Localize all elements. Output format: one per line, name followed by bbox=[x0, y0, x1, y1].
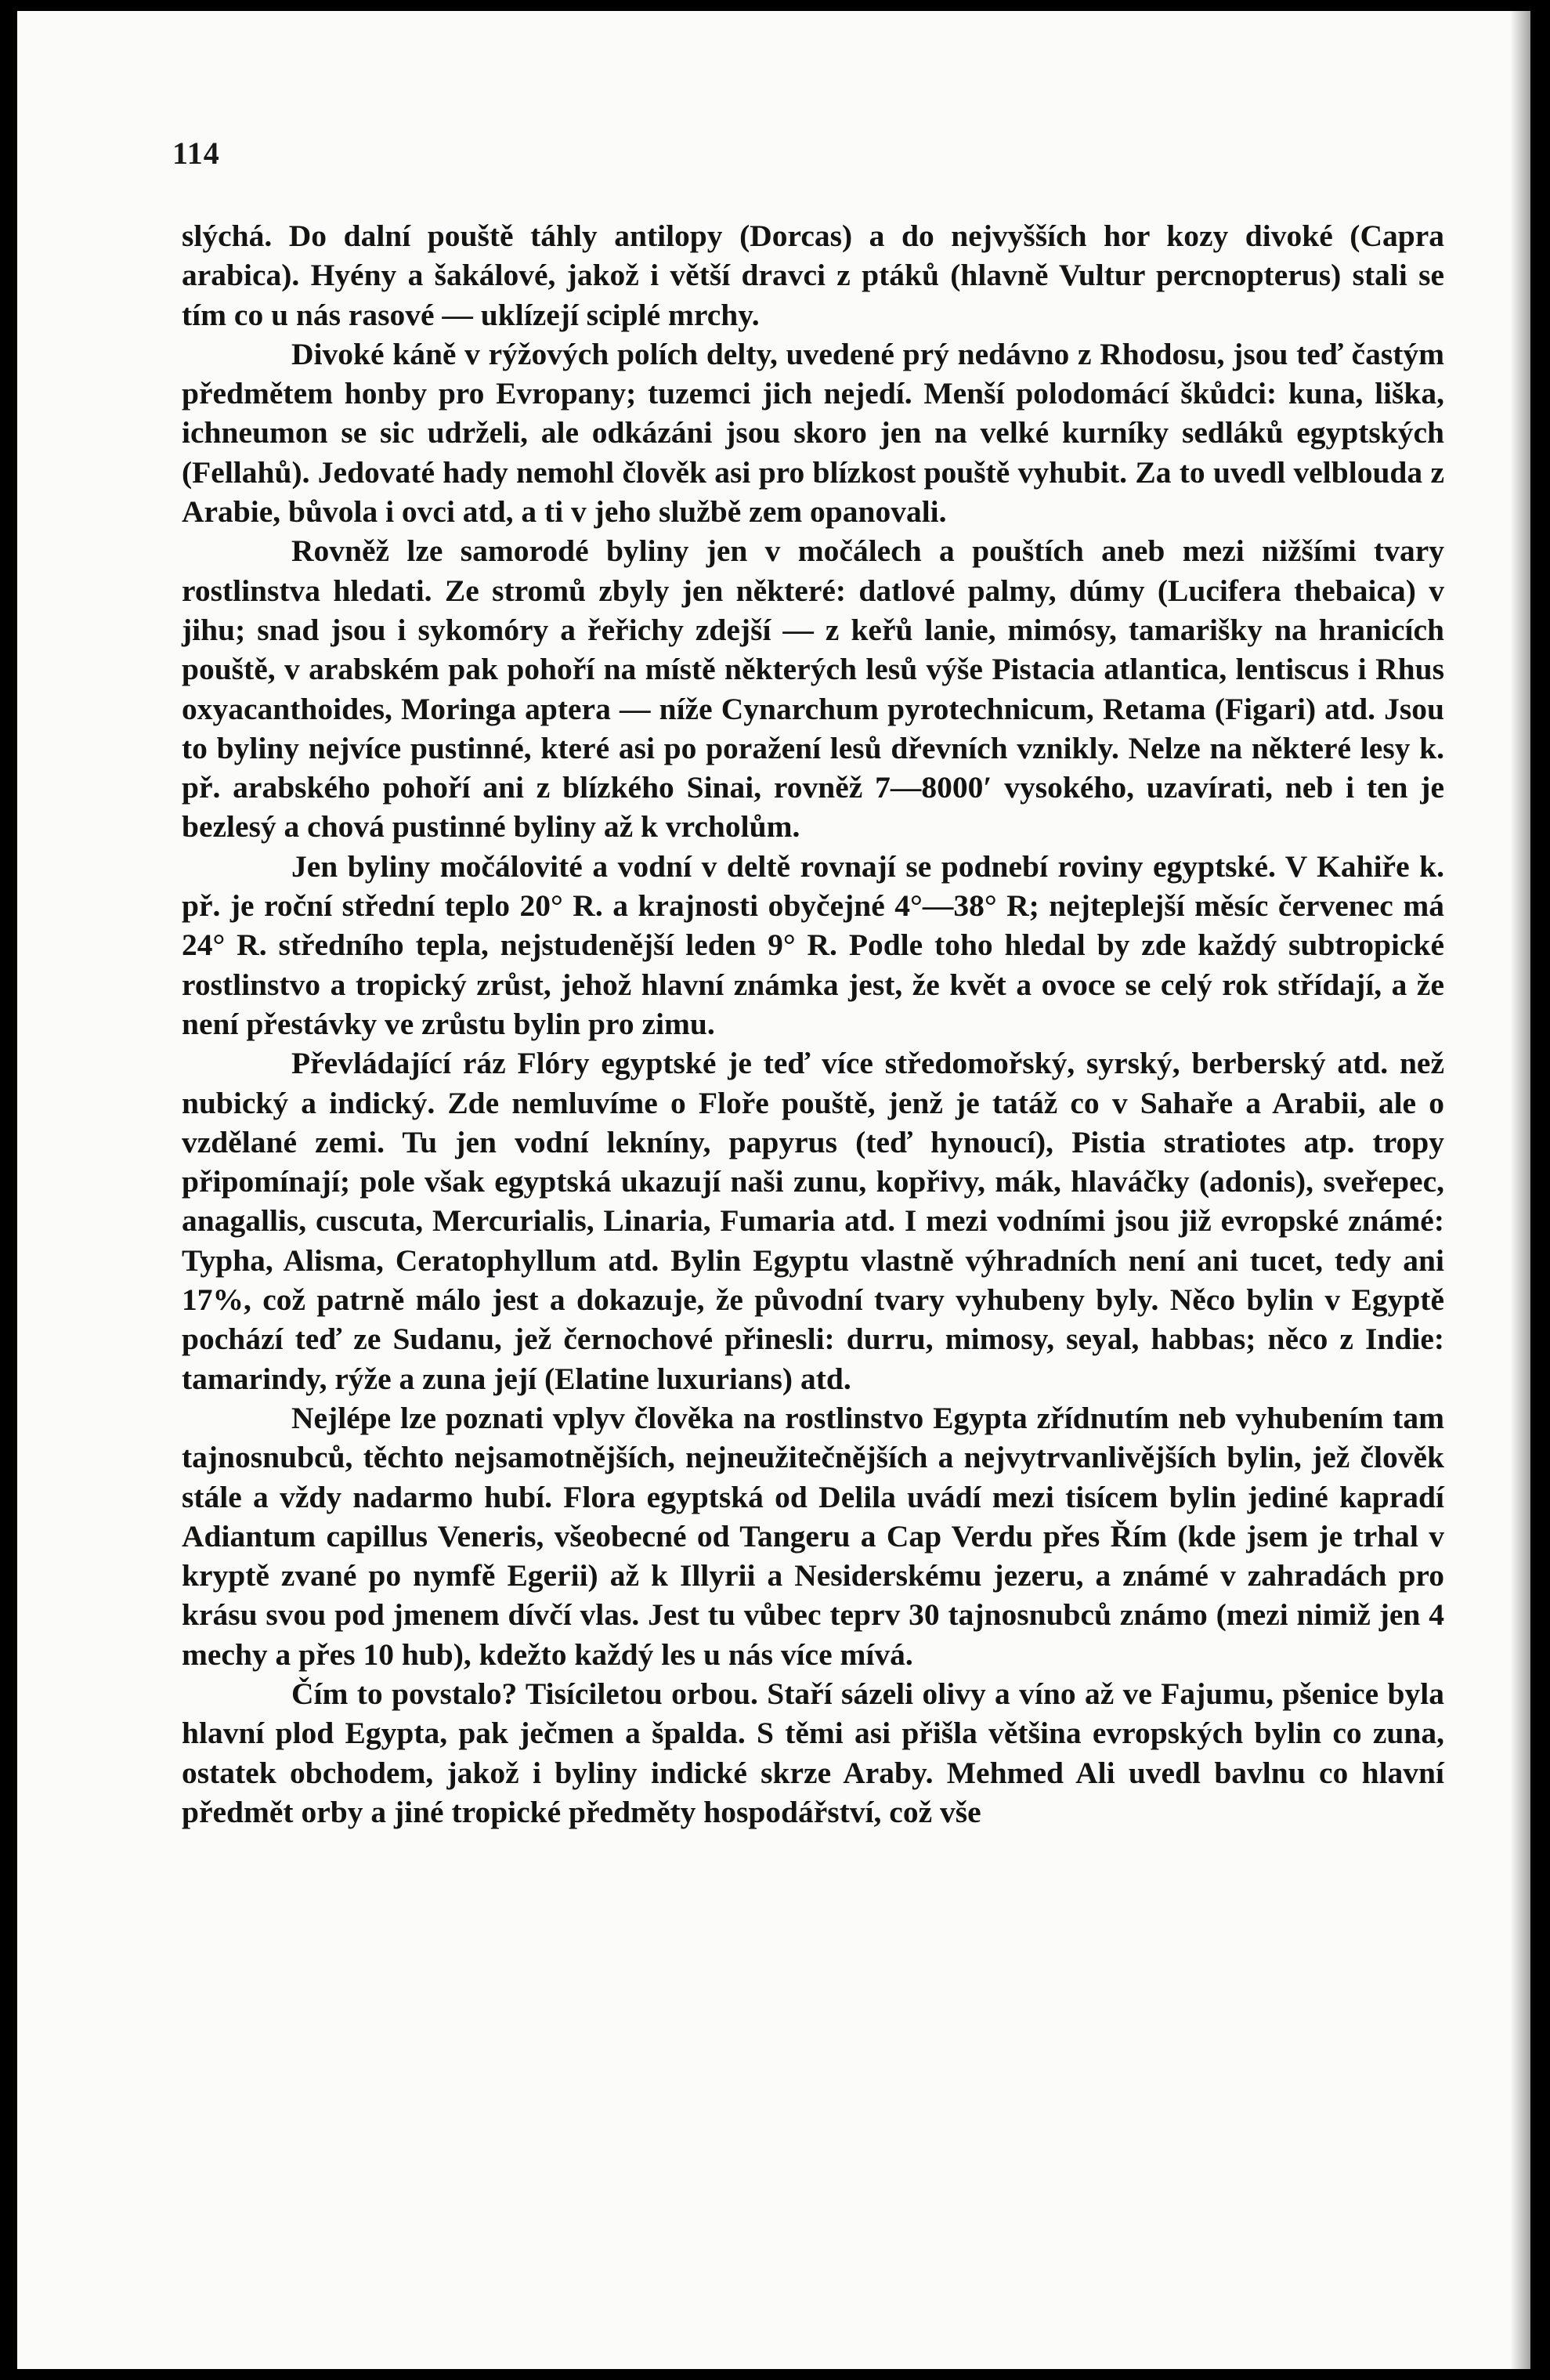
paragraph-6: Nejlépe lze poznati vplyv člověka na rostlinstvo Egypta zřídnutím neb vyhubením tam tajnosnubců, těchto nejsamotnějších, nejneužitečnějších a nejvytrvanlivějších bylin, jež člověk stále a vždy nadarmo hubí. Flora egyptská od Delila uvádí mezi tisícem bylin jediné kapradí Adiantum capillus Veneris, všeobecné od Tangeru a Cap Verdu přes Řím (kde jsem je trhal v kryptě zvané po nymfě Egerii) až k Illyrii a Nesiderskému jezeru, a známé v zahradách pro krásu svou pod jmenem dívčí vlas. Jest tu vůbec teprv 30 tajnosnubců známo (mezi nimiž jen 4 mechy a přes 10 hub), kdežto každý les u nás více mívá. bbox=[182, 1400, 1444, 1672]
paragraph-3: Rovněž lze samorodé byliny jen v močálech a pouštích aneb mezi nižšími tvary rostlinstva hledati. Ze stromů zbyly jen některé: datlové palmy, dúmy (Lucifera thebaica) v jihu; snad jsou i sykomóry a řeřichy zdejší — z keřů lanie, mimósy, tamarišky na hranicích pouště, v arabském pak pohoří na místě některých lesů výše Pistacia atlantica, lentiscus i Rhus oxyacanthoides, Moringa aptera — níže Cynarchum pyrotechnicum, Retama (Figari) atd. Jsou to byliny nejvíce pustinné, které asi po poražení lesů dřevních vznikly. Nelze na některé lesy k. př. arabského pohoří ani z blízkého Sinai, rovněž 7—8000′ vysokého, uzavírati, neb i ten je bezlesý a chová pustinné byliny až k vrcholům. bbox=[182, 534, 1444, 845]
body-text bbox=[182, 216, 1444, 1832]
page-edge-shadow bbox=[1510, 11, 1530, 2369]
paragraph-7: Čím to povstalo? Tisíciletou orbou. Staří sázeli olivy a víno až ve Fajumu, pšenice byla hlavní plod Egypta, pak ječmen a špalda. S těmi asi přišla většina evropských bylin co zuna, ostatek obchodem, jakož i byliny indické skrze Araby. Mehmed Ali uvedl bavlnu co hlavní předmět orby a jiné tropické předměty hospodářství, což vše bbox=[182, 1676, 1444, 1829]
page-number: 114 bbox=[172, 136, 220, 171]
paragraph-1: slýchá. Do dalní pouště táhly antilopy (Dorcas) a do nejvyšších hor kozy divoké (Capra arabica). Hyény a šakálové, jakož i větší dravci z ptáků (hlavně Vultur percnopterus) stali se tím co u nás rasové — uklízejí sciplé mrchy. bbox=[182, 219, 1444, 332]
paragraph-5: Převládající ráz Flóry egyptské je teď více středomořský, syrský, berberský atd. než nubický a indický. Zde nemluvíme o Floře pouště, jenž je tatáž co v Sahaře a Arabii, ale o vzdělané zemi. Tu jen vodní lekníny, papyrus (teď hynoucí), Pistia stratiotes atp. tropy připomínají; pole však egyptská ukazují naši zunu, kopřivy, mák, hlaváčky (adonis), sveřepec, anagallis, cuscuta, Mercurialis, Linaria, Fumaria atd. I mezi vodními jsou již evropské známé: Typha, Alisma, Ceratophyllum atd. Bylin Egyptu vlastně výhradních není ani tucet, tedy ani 17%, což patrně málo jest a dokazuje, že původní tvary vyhubeny byly. Něco bylin v Egyptě pochází teď ze Sudanu, jež černochové přinesli: durru, mimosy, seyal, habbas; něco z Indie: tamarindy, rýže a zuna její (Elatine luxurians) atd. bbox=[182, 1046, 1444, 1396]
paragraph-2: Divoké káně v rýžových polích delty, uvedené prý nedávno z Rhodosu, jsou teď častým předmětem honby pro Evropany; tuzemci jich nejedí. Menší polodomácí škůdci: kuna, liška, ichneumon se sic udrželi, ale odkázáni jsou skoro jen na velké kurníky sedláků egyptských (Fellahů). Jedovaté hady nemohl člověk asi pro blízkost pouště vyhubit. Za to uvedl velblouda z Arabie, bůvola i ovci atd, a ti v jeho službě zem opanovali. bbox=[182, 336, 1444, 530]
paragraph-4: Jen byliny močálovité a vodní v deltě rovnají se podnebí roviny egyptské. V Kahiře k. př. je roční střední teplo 20° R. a krajnosti obyčejné 4°—38° R; nejteplejší měsíc červenec má 24° R. středního tepla, nejstudenější leden 9° R. Podle toho hledal by zde každý subtropické rostlinstvo a tropický zrůst, jehož hlavní známka jest, že květ a ovoce se celý rok střídají, a že není přestávky ve zrůstu bylin pro zimu. bbox=[182, 848, 1444, 1041]
book-page bbox=[17, 11, 1530, 2369]
